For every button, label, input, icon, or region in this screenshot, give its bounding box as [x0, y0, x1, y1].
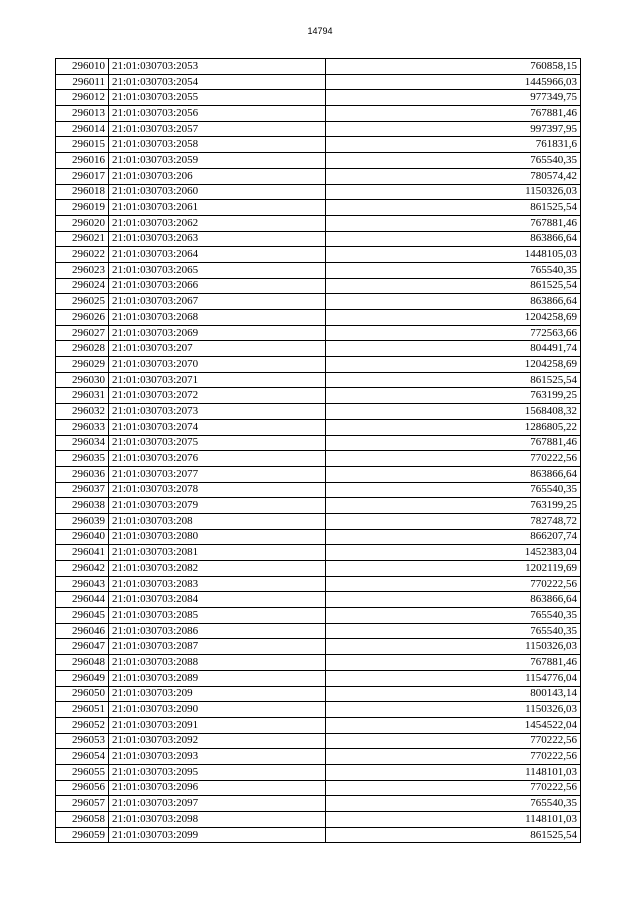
table-row — [56, 168, 581, 184]
cadastral-number-cell: 21:01:030703:2065 — [109, 262, 326, 278]
cadastral-number-cell: 21:01:030703:2087 — [109, 639, 326, 655]
cadastral-number-cell: 21:01:030703:2056 — [109, 106, 326, 122]
cadastral-value-cell: 770222,56 — [326, 733, 581, 749]
cadastral-number-cell: 21:01:030703:2075 — [109, 435, 326, 451]
table-row — [56, 372, 581, 388]
table-row — [56, 278, 581, 294]
cadastral-value-cell: 1454522,04 — [326, 717, 581, 733]
row-number-cell: 296057 — [56, 796, 109, 812]
cadastral-number-cell: 21:01:030703:2085 — [109, 608, 326, 624]
cadastral-number-cell: 21:01:030703:2082 — [109, 561, 326, 577]
table-row — [56, 733, 581, 749]
row-number-cell: 296017 — [56, 168, 109, 184]
cadastral-number-cell: 21:01:030703:2097 — [109, 796, 326, 812]
row-number-cell: 296020 — [56, 215, 109, 231]
table-row — [56, 717, 581, 733]
cadastral-number-cell: 21:01:030703:2080 — [109, 529, 326, 545]
table-row — [56, 90, 581, 106]
row-number-cell: 296031 — [56, 388, 109, 404]
cadastral-number-cell: 21:01:030703:2093 — [109, 749, 326, 765]
cadastral-value-cell: 861525,54 — [326, 827, 581, 843]
cadastral-value-cell: 1150326,03 — [326, 702, 581, 718]
cadastral-number-cell: 21:01:030703:2057 — [109, 121, 326, 137]
table-row — [56, 435, 581, 451]
row-number-cell: 296019 — [56, 200, 109, 216]
cadastral-number-cell: 21:01:030703:2096 — [109, 780, 326, 796]
cadastral-value-cell: 765540,35 — [326, 482, 581, 498]
cadastral-number-cell: 21:01:030703:2058 — [109, 137, 326, 153]
table-row — [56, 702, 581, 718]
cadastral-value-cell: 765540,35 — [326, 262, 581, 278]
cadastral-value-cell: 804491,74 — [326, 341, 581, 357]
cadastral-value-cell: 997397,95 — [326, 121, 581, 137]
row-number-cell: 296023 — [56, 262, 109, 278]
table-row — [56, 529, 581, 545]
row-number-cell: 296027 — [56, 325, 109, 341]
cadastral-number-cell: 21:01:030703:2070 — [109, 357, 326, 373]
cadastral-number-cell: 21:01:030703:2088 — [109, 655, 326, 671]
cadastral-value-cell: 767881,46 — [326, 435, 581, 451]
table-row — [56, 623, 581, 639]
cadastral-number-cell: 21:01:030703:2068 — [109, 310, 326, 326]
row-number-cell: 296049 — [56, 670, 109, 686]
row-number-cell: 296053 — [56, 733, 109, 749]
cadastral-value-cell: 767881,46 — [326, 215, 581, 231]
cadastral-value-cell: 1150326,03 — [326, 639, 581, 655]
cadastral-number-cell: 21:01:030703:2067 — [109, 294, 326, 310]
cadastral-number-cell: 21:01:030703:2059 — [109, 153, 326, 169]
table-row — [56, 812, 581, 828]
cadastral-number-cell: 21:01:030703:2079 — [109, 498, 326, 514]
table-row — [56, 310, 581, 326]
cadastral-number-cell: 21:01:030703:2055 — [109, 90, 326, 106]
row-number-cell: 296012 — [56, 90, 109, 106]
cadastral-value-cell: 1452383,04 — [326, 545, 581, 561]
table-row — [56, 592, 581, 608]
row-number-cell: 296055 — [56, 764, 109, 780]
table-row — [56, 655, 581, 671]
cadastral-number-cell: 21:01:030703:2071 — [109, 372, 326, 388]
cadastral-value-cell: 866207,74 — [326, 529, 581, 545]
row-number-cell: 296052 — [56, 717, 109, 733]
cadastral-number-cell: 21:01:030703:2064 — [109, 247, 326, 263]
cadastral-number-cell: 21:01:030703:2069 — [109, 325, 326, 341]
table-row — [56, 545, 581, 561]
row-number-cell: 296042 — [56, 561, 109, 577]
row-number-cell: 296045 — [56, 608, 109, 624]
row-number-cell: 296014 — [56, 121, 109, 137]
table-row — [56, 670, 581, 686]
row-number-cell: 296010 — [56, 59, 109, 75]
cadastral-number-cell: 21:01:030703:2095 — [109, 764, 326, 780]
cadastral-value-cell: 863866,64 — [326, 466, 581, 482]
table-row — [56, 121, 581, 137]
cadastral-number-cell: 21:01:030703:2061 — [109, 200, 326, 216]
cadastral-number-cell: 21:01:030703:2084 — [109, 592, 326, 608]
cadastral-value-cell: 1148101,03 — [326, 812, 581, 828]
table-row — [56, 74, 581, 90]
cadastral-value-cell: 861525,54 — [326, 372, 581, 388]
table-row — [56, 498, 581, 514]
cadastral-number-cell: 21:01:030703:2054 — [109, 74, 326, 90]
cadastral-number-cell: 21:01:030703:207 — [109, 341, 326, 357]
cadastral-value-cell: 770222,56 — [326, 780, 581, 796]
cadastral-value-cell: 763199,25 — [326, 498, 581, 514]
table-row — [56, 325, 581, 341]
cadastral-value-cell: 772563,66 — [326, 325, 581, 341]
cadastral-value-table — [55, 58, 581, 843]
table-row — [56, 576, 581, 592]
cadastral-value-cell: 765540,35 — [326, 608, 581, 624]
row-number-cell: 296048 — [56, 655, 109, 671]
row-number-cell: 296028 — [56, 341, 109, 357]
table-row — [56, 419, 581, 435]
cadastral-value-cell: 1448105,03 — [326, 247, 581, 263]
cadastral-value-cell: 1445966,03 — [326, 74, 581, 90]
row-number-cell: 296037 — [56, 482, 109, 498]
cadastral-value-cell: 800143,14 — [326, 686, 581, 702]
cadastral-number-cell: 21:01:030703:209 — [109, 686, 326, 702]
row-number-cell: 296015 — [56, 137, 109, 153]
row-number-cell: 296018 — [56, 184, 109, 200]
row-number-cell: 296036 — [56, 466, 109, 482]
table-row — [56, 153, 581, 169]
row-number-cell: 296056 — [56, 780, 109, 796]
table-row — [56, 247, 581, 263]
cadastral-number-cell: 21:01:030703:2092 — [109, 733, 326, 749]
table-row — [56, 561, 581, 577]
cadastral-number-cell: 21:01:030703:2074 — [109, 419, 326, 435]
table-row — [56, 106, 581, 122]
cadastral-value-cell: 767881,46 — [326, 655, 581, 671]
row-number-cell: 296030 — [56, 372, 109, 388]
table-row — [56, 686, 581, 702]
row-number-cell: 296022 — [56, 247, 109, 263]
cadastral-value-cell: 767881,46 — [326, 106, 581, 122]
cadastral-value-cell: 1202119,69 — [326, 561, 581, 577]
page-number: 14794 — [307, 26, 333, 36]
table-row — [56, 215, 581, 231]
row-number-cell: 296040 — [56, 529, 109, 545]
cadastral-value-cell: 861525,54 — [326, 200, 581, 216]
table-row — [56, 341, 581, 357]
cadastral-value-cell: 977349,75 — [326, 90, 581, 106]
cadastral-value-cell: 1150326,03 — [326, 184, 581, 200]
table-row — [56, 231, 581, 247]
table-row — [56, 262, 581, 278]
cadastral-number-cell: 21:01:030703:2083 — [109, 576, 326, 592]
cadastral-value-cell: 770222,56 — [326, 451, 581, 467]
cadastral-value-cell: 1148101,03 — [326, 764, 581, 780]
table-row — [56, 827, 581, 843]
row-number-cell: 296044 — [56, 592, 109, 608]
cadastral-number-cell: 21:01:030703:2098 — [109, 812, 326, 828]
cadastral-value-cell: 780574,42 — [326, 168, 581, 184]
table-row — [56, 780, 581, 796]
cadastral-number-cell: 21:01:030703:2076 — [109, 451, 326, 467]
row-number-cell: 296058 — [56, 812, 109, 828]
cadastral-value-cell: 761831,6 — [326, 137, 581, 153]
cadastral-value-cell: 863866,64 — [326, 231, 581, 247]
row-number-cell: 296021 — [56, 231, 109, 247]
cadastral-value-cell: 760858,15 — [326, 59, 581, 75]
table-row — [56, 466, 581, 482]
row-number-cell: 296039 — [56, 513, 109, 529]
cadastral-value-cell: 782748,72 — [326, 513, 581, 529]
cadastral-number-cell: 21:01:030703:208 — [109, 513, 326, 529]
table-row — [56, 482, 581, 498]
row-number-cell: 296032 — [56, 404, 109, 420]
table-body — [56, 59, 581, 843]
row-number-cell: 296025 — [56, 294, 109, 310]
cadastral-number-cell: 21:01:030703:2090 — [109, 702, 326, 718]
cadastral-number-cell: 21:01:030703:2086 — [109, 623, 326, 639]
cadastral-value-cell: 765540,35 — [326, 623, 581, 639]
cadastral-value-cell: 770222,56 — [326, 576, 581, 592]
cadastral-value-cell: 763199,25 — [326, 388, 581, 404]
table-row — [56, 388, 581, 404]
cadastral-value-cell: 1204258,69 — [326, 310, 581, 326]
cadastral-number-cell: 21:01:030703:2053 — [109, 59, 326, 75]
row-number-cell: 296029 — [56, 357, 109, 373]
cadastral-value-cell: 1568408,32 — [326, 404, 581, 420]
cadastral-number-cell: 21:01:030703:2089 — [109, 670, 326, 686]
row-number-cell: 296034 — [56, 435, 109, 451]
row-number-cell: 296013 — [56, 106, 109, 122]
cadastral-number-cell: 21:01:030703:2078 — [109, 482, 326, 498]
row-number-cell: 296041 — [56, 545, 109, 561]
table-row — [56, 184, 581, 200]
table-row — [56, 639, 581, 655]
cadastral-value-cell: 765540,35 — [326, 796, 581, 812]
cadastral-number-cell: 21:01:030703:2060 — [109, 184, 326, 200]
cadastral-value-cell: 1286805,22 — [326, 419, 581, 435]
row-number-cell: 296047 — [56, 639, 109, 655]
row-number-cell: 296051 — [56, 702, 109, 718]
table-row — [56, 513, 581, 529]
cadastral-number-cell: 21:01:030703:2072 — [109, 388, 326, 404]
row-number-cell: 296038 — [56, 498, 109, 514]
cadastral-number-cell: 21:01:030703:2077 — [109, 466, 326, 482]
table-row — [56, 608, 581, 624]
cadastral-number-cell: 21:01:030703:2066 — [109, 278, 326, 294]
cadastral-number-cell: 21:01:030703:2091 — [109, 717, 326, 733]
cadastral-value-cell: 1154776,04 — [326, 670, 581, 686]
table-row — [56, 357, 581, 373]
row-number-cell: 296046 — [56, 623, 109, 639]
row-number-cell: 296043 — [56, 576, 109, 592]
row-number-cell: 296059 — [56, 827, 109, 843]
cadastral-number-cell: 21:01:030703:2081 — [109, 545, 326, 561]
row-number-cell: 296050 — [56, 686, 109, 702]
cadastral-number-cell: 21:01:030703:2062 — [109, 215, 326, 231]
cadastral-number-cell: 21:01:030703:206 — [109, 168, 326, 184]
table-row — [56, 749, 581, 765]
table-row — [56, 764, 581, 780]
table-row — [56, 59, 581, 75]
cadastral-value-cell: 765540,35 — [326, 153, 581, 169]
row-number-cell: 296033 — [56, 419, 109, 435]
row-number-cell: 296011 — [56, 74, 109, 90]
cadastral-number-cell: 21:01:030703:2099 — [109, 827, 326, 843]
cadastral-number-cell: 21:01:030703:2073 — [109, 404, 326, 420]
cadastral-value-cell: 863866,64 — [326, 294, 581, 310]
cadastral-value-cell: 861525,54 — [326, 278, 581, 294]
cadastral-number-cell: 21:01:030703:2063 — [109, 231, 326, 247]
cadastral-value-cell: 863866,64 — [326, 592, 581, 608]
row-number-cell: 296035 — [56, 451, 109, 467]
row-number-cell: 296054 — [56, 749, 109, 765]
table-row — [56, 294, 581, 310]
row-number-cell: 296026 — [56, 310, 109, 326]
row-number-cell: 296024 — [56, 278, 109, 294]
table-row — [56, 796, 581, 812]
table-row — [56, 137, 581, 153]
table-row — [56, 404, 581, 420]
table-row — [56, 200, 581, 216]
row-number-cell: 296016 — [56, 153, 109, 169]
cadastral-value-cell: 770222,56 — [326, 749, 581, 765]
cadastral-value-cell: 1204258,69 — [326, 357, 581, 373]
table-row — [56, 451, 581, 467]
